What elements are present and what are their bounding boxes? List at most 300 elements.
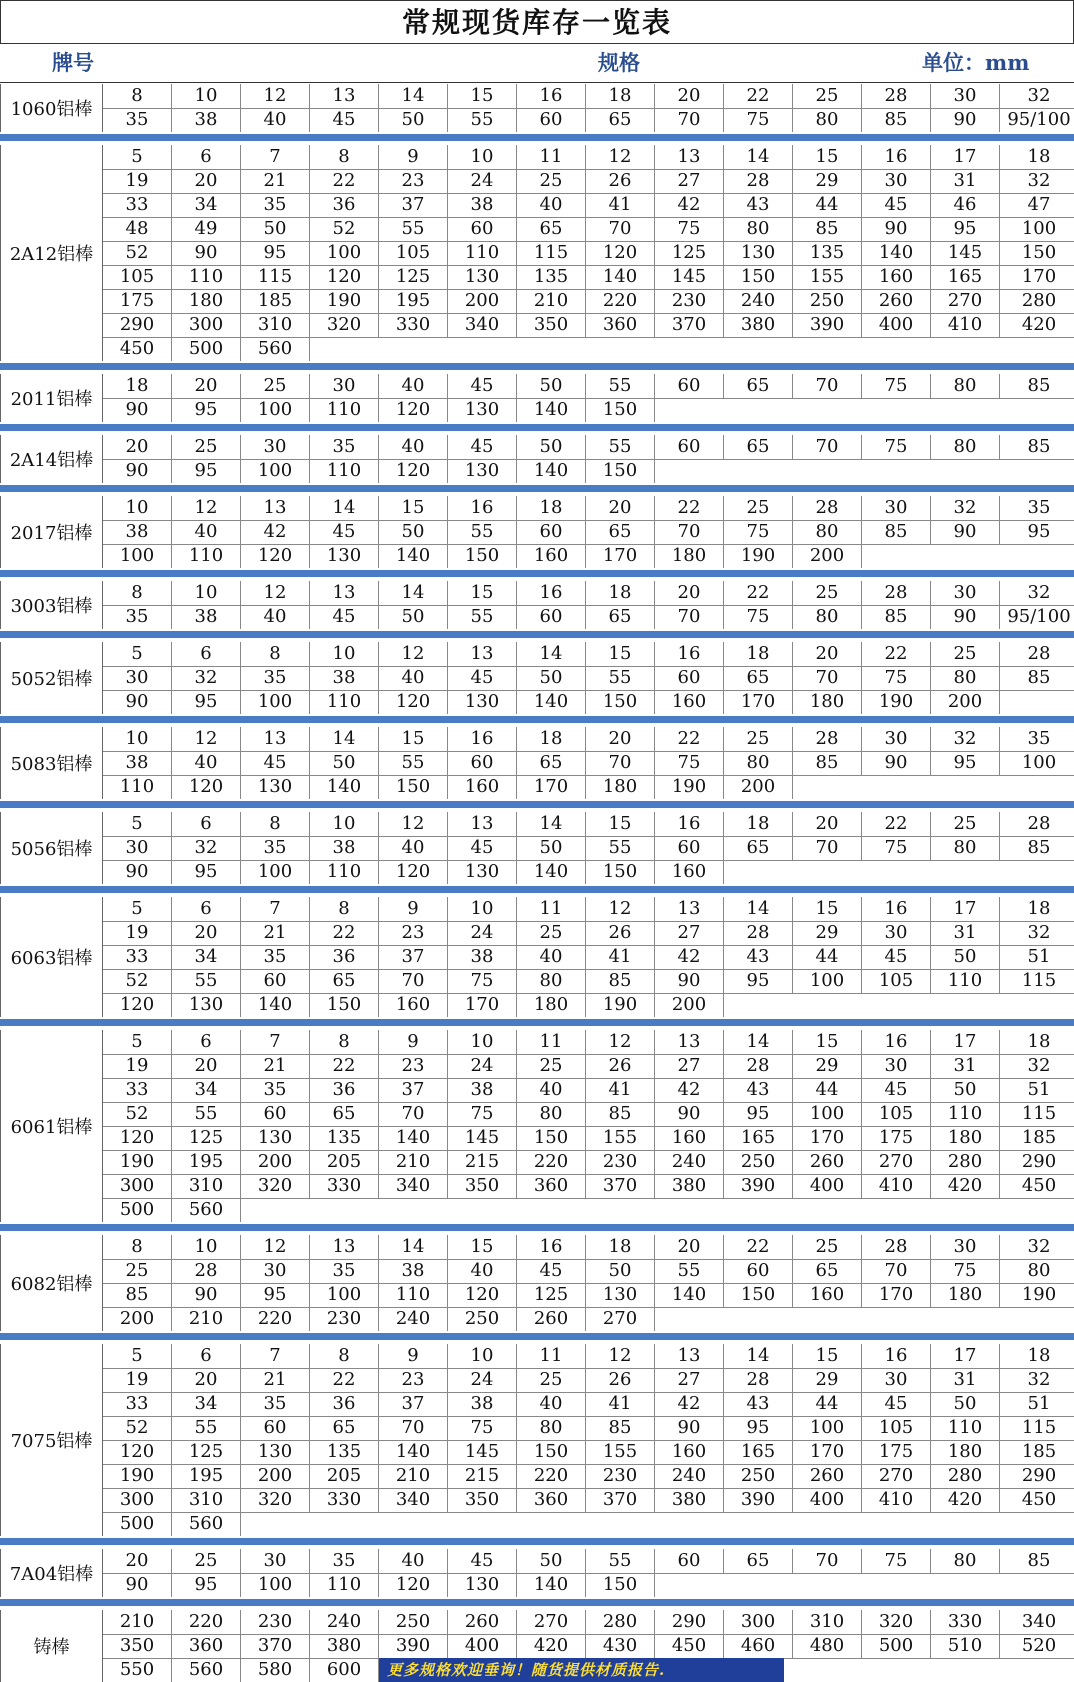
spec-cell: 370 — [241, 1634, 310, 1658]
spec-cell: 80 — [931, 374, 1000, 398]
spec-cell: 20 — [586, 496, 655, 520]
spec-cell: 13 — [655, 145, 724, 169]
spec-cell: 160 — [655, 860, 724, 884]
spec-cell: 130 — [448, 860, 517, 884]
spec-cell: 280 — [586, 1610, 655, 1634]
spec-cell: 65 — [517, 751, 586, 775]
spec-cell: 190 — [655, 775, 724, 799]
spec-cell: 100 — [310, 241, 379, 265]
spec-cell: 65 — [586, 520, 655, 544]
spec-cell: 90 — [931, 605, 1000, 629]
spec-cell: 5 — [103, 1030, 172, 1054]
spec-cell: 240 — [724, 289, 793, 313]
spec-cell: 25 — [793, 1235, 862, 1259]
spec-cell: 22 — [655, 496, 724, 520]
spec-cell: 17 — [931, 145, 1000, 169]
spec-cell: 120 — [103, 1126, 172, 1150]
spec-cell: 95 — [172, 459, 241, 483]
spec-cell: 35 — [1000, 496, 1074, 520]
spec-cell: 30 — [931, 1235, 1000, 1259]
spec-cell: 300 — [103, 1488, 172, 1512]
spec-cell: 85 — [862, 108, 931, 132]
spec-cell: 70 — [379, 1416, 448, 1440]
spec-cell: 270 — [586, 1307, 655, 1331]
spec-cell: 14 — [379, 84, 448, 108]
spec-cell: 17 — [931, 897, 1000, 921]
spec-cell: 18 — [1000, 1030, 1074, 1054]
spec-cell: 160 — [862, 265, 931, 289]
spec-cell: 15 — [448, 84, 517, 108]
spec-cell: 75 — [724, 520, 793, 544]
spec-cell: 55 — [448, 108, 517, 132]
spec-cell: 150 — [310, 993, 379, 1017]
spec-cell: 75 — [448, 1102, 517, 1126]
spec-cell: 43 — [724, 945, 793, 969]
spec-cell: 85 — [1000, 435, 1074, 459]
spec-cell: 10 — [448, 145, 517, 169]
spec-cell: 140 — [379, 1440, 448, 1464]
spec-cell: 75 — [862, 836, 931, 860]
spec-cell: 190 — [586, 993, 655, 1017]
spec-cell: 16 — [517, 581, 586, 605]
spec-cell: 370 — [655, 313, 724, 337]
spec-cell: 22 — [862, 642, 931, 666]
spec-cell: 38 — [172, 605, 241, 629]
brand-name: 2A12铝棒 — [0, 145, 103, 361]
spec-cell: 410 — [862, 1488, 931, 1512]
spec-cell: 40 — [379, 1549, 448, 1573]
spec-cell: 50 — [517, 435, 586, 459]
spec-cell: 200 — [448, 289, 517, 313]
spec-cell: 210 — [103, 1610, 172, 1634]
spec-cell: 22 — [724, 581, 793, 605]
spec-cell: 51 — [1000, 1078, 1074, 1102]
spec-cell: 90 — [172, 241, 241, 265]
spec-cell: 300 — [724, 1610, 793, 1634]
spec-cell: 155 — [586, 1126, 655, 1150]
spec-cell: 150 — [586, 1573, 655, 1597]
spec-cell: 49 — [172, 217, 241, 241]
spec-cell: 60 — [241, 1102, 310, 1126]
spec-cell: 42 — [655, 1078, 724, 1102]
spec-cell: 280 — [1000, 289, 1074, 313]
spec-cell: 32 — [1000, 84, 1074, 108]
spec-cell: 30 — [862, 1368, 931, 1392]
spec-cell: 23 — [379, 1368, 448, 1392]
spec-cell: 12 — [586, 1344, 655, 1368]
spec-cell: 42 — [655, 193, 724, 217]
spec-cell: 130 — [448, 398, 517, 422]
spec-cell: 90 — [103, 459, 172, 483]
spec-cell: 18 — [586, 84, 655, 108]
spec-cell: 500 — [103, 1198, 172, 1222]
spec-cell: 175 — [862, 1440, 931, 1464]
spec-cell: 13 — [655, 1344, 724, 1368]
spec-cell: 30 — [862, 921, 931, 945]
spec-cell: 16 — [448, 727, 517, 751]
spec-cell: 300 — [172, 313, 241, 337]
spec-cell: 32 — [1000, 1368, 1074, 1392]
spec-cell: 20 — [793, 642, 862, 666]
spec-cell: 45 — [448, 1549, 517, 1573]
spec-cell: 110 — [931, 1416, 1000, 1440]
group-separator — [0, 485, 1074, 492]
spec-cell: 16 — [448, 496, 517, 520]
spec-cell: 120 — [379, 398, 448, 422]
spec-cell: 145 — [448, 1440, 517, 1464]
spec-cell: 360 — [586, 313, 655, 337]
spec-cell: 260 — [793, 1464, 862, 1488]
spec-cell: 390 — [793, 313, 862, 337]
spec-cell: 125 — [655, 241, 724, 265]
spec-cell: 15 — [793, 1030, 862, 1054]
spec-cell: 28 — [862, 1235, 931, 1259]
note-banner: 更多规格欢迎垂询！随货提供材质报告. — [379, 1658, 784, 1682]
spec-cell: 45 — [862, 1078, 931, 1102]
spec-cell: 100 — [241, 690, 310, 714]
spec-cell: 95/100 — [1000, 108, 1074, 132]
spec-cell: 270 — [517, 1610, 586, 1634]
spec-cell: 60 — [517, 108, 586, 132]
spec-cell: 110 — [310, 398, 379, 422]
spec-cell: 105 — [862, 969, 931, 993]
spec-cell: 11 — [517, 1344, 586, 1368]
spec-cell: 43 — [724, 193, 793, 217]
spec-cell: 350 — [103, 1634, 172, 1658]
brand-name: 6061铝棒 — [0, 1030, 103, 1222]
spec-cell: 180 — [655, 544, 724, 568]
spec-cell: 250 — [793, 289, 862, 313]
spec-cell: 80 — [724, 751, 793, 775]
row-divider — [103, 1512, 1074, 1513]
spec-cell: 500 — [103, 1512, 172, 1536]
brand-name: 铸棒 — [0, 1610, 103, 1682]
unit-label: 单位：mm — [922, 50, 1030, 75]
spec-cell: 125 — [517, 1283, 586, 1307]
spec-cell: 430 — [586, 1634, 655, 1658]
spec-cell: 14 — [310, 727, 379, 751]
spec-cell: 165 — [724, 1440, 793, 1464]
spec-cell: 31 — [931, 921, 1000, 945]
spec-cell: 20 — [172, 921, 241, 945]
spec-cell: 50 — [517, 666, 586, 690]
spec-cell: 95/100 — [1000, 605, 1074, 629]
spec-cell: 10 — [172, 84, 241, 108]
spec-cell: 25 — [724, 727, 793, 751]
spec-cell: 180 — [931, 1126, 1000, 1150]
spec-cell: 170 — [724, 690, 793, 714]
spec-cell: 55 — [172, 1102, 241, 1126]
spec-cell: 70 — [793, 666, 862, 690]
spec-cell: 42 — [241, 520, 310, 544]
spec-cell: 44 — [793, 1392, 862, 1416]
spec-cell: 80 — [517, 969, 586, 993]
spec-cell: 45 — [448, 435, 517, 459]
spec-cell: 15 — [793, 897, 862, 921]
spec-cell: 25 — [517, 921, 586, 945]
spec-cell: 19 — [103, 1054, 172, 1078]
spec-cell: 90 — [103, 1573, 172, 1597]
spec-cell: 150 — [1000, 241, 1074, 265]
spec-cell: 70 — [586, 751, 655, 775]
spec-cell: 35 — [310, 1259, 379, 1283]
spec-cell: 8 — [103, 581, 172, 605]
spec-cell: 17 — [931, 1030, 1000, 1054]
spec-cell: 320 — [241, 1174, 310, 1198]
spec-cell: 14 — [724, 1344, 793, 1368]
spec-cell: 450 — [1000, 1174, 1074, 1198]
spec-cell: 60 — [724, 1259, 793, 1283]
spec-cell: 95 — [724, 1102, 793, 1126]
spec-cell: 70 — [655, 108, 724, 132]
spec-cell: 560 — [172, 1198, 241, 1222]
spec-cell: 560 — [172, 1512, 241, 1536]
spec-cell: 14 — [724, 897, 793, 921]
spec-cell: 13 — [241, 727, 310, 751]
spec-cell: 115 — [241, 265, 310, 289]
spec-cell: 75 — [655, 751, 724, 775]
spec-cell: 24 — [448, 169, 517, 193]
spec-cell: 340 — [448, 313, 517, 337]
spec-cell: 38 — [172, 108, 241, 132]
spec-cell: 65 — [724, 374, 793, 398]
spec-cell: 29 — [793, 1368, 862, 1392]
spec-cell: 480 — [793, 1634, 862, 1658]
spec-cell: 32 — [1000, 1054, 1074, 1078]
spec-cell: 10 — [448, 897, 517, 921]
spec-cell: 90 — [655, 1416, 724, 1440]
spec-cell: 34 — [172, 945, 241, 969]
spec-cell: 190 — [1000, 1283, 1074, 1307]
spec-cell: 165 — [724, 1126, 793, 1150]
spec-cell: 15 — [448, 1235, 517, 1259]
spec-cell: 280 — [931, 1464, 1000, 1488]
spec-cell: 110 — [448, 241, 517, 265]
spec-cell: 420 — [931, 1174, 1000, 1198]
spec-cell: 220 — [241, 1307, 310, 1331]
spec-cell: 35 — [1000, 727, 1074, 751]
spec-cell: 52 — [310, 217, 379, 241]
spec-cell: 380 — [655, 1174, 724, 1198]
spec-cell: 110 — [310, 690, 379, 714]
group-separator — [0, 570, 1074, 577]
spec-cell: 44 — [793, 945, 862, 969]
spec-cell: 370 — [586, 1488, 655, 1512]
spec-cell: 10 — [310, 642, 379, 666]
spec-cell: 205 — [310, 1150, 379, 1174]
spec-cell: 380 — [310, 1634, 379, 1658]
spec-cell: 240 — [655, 1150, 724, 1174]
spec-cell: 45 — [862, 945, 931, 969]
spec-cell: 160 — [655, 1126, 724, 1150]
spec-cell: 85 — [862, 520, 931, 544]
spec-cell: 14 — [379, 1235, 448, 1259]
spec-cell: 20 — [655, 1235, 724, 1259]
spec-cell: 28 — [862, 581, 931, 605]
spec-cell: 10 — [103, 496, 172, 520]
spec-cell: 180 — [172, 289, 241, 313]
spec-cell: 520 — [1000, 1634, 1074, 1658]
spec-cell: 215 — [448, 1150, 517, 1174]
spec-cell: 18 — [1000, 897, 1074, 921]
spec-cell: 38 — [448, 1392, 517, 1416]
spec-cell: 22 — [310, 169, 379, 193]
spec-cell: 40 — [517, 1392, 586, 1416]
spec-cell: 270 — [862, 1464, 931, 1488]
spec-cell: 25 — [172, 1549, 241, 1573]
spec-cell: 33 — [103, 1078, 172, 1102]
spec-cell: 8 — [310, 1344, 379, 1368]
spec-cell: 155 — [586, 1440, 655, 1464]
spec-cell: 37 — [379, 1392, 448, 1416]
spec-cell: 170 — [862, 1283, 931, 1307]
spec-cell: 95 — [1000, 520, 1074, 544]
spec-cell: 170 — [448, 993, 517, 1017]
spec-cell: 12 — [241, 84, 310, 108]
spec-cell: 42 — [655, 945, 724, 969]
spec-cell: 100 — [103, 544, 172, 568]
spec-cell: 80 — [724, 217, 793, 241]
spec-cell: 70 — [655, 520, 724, 544]
spec-column-header: 规格 — [598, 50, 640, 75]
spec-cell: 18 — [517, 496, 586, 520]
spec-cell: 230 — [586, 1464, 655, 1488]
spec-cell: 185 — [1000, 1126, 1074, 1150]
spec-cell: 16 — [655, 812, 724, 836]
spec-cell: 220 — [517, 1464, 586, 1488]
spec-cell: 150 — [724, 265, 793, 289]
spec-cell: 85 — [862, 605, 931, 629]
spec-cell: 38 — [310, 666, 379, 690]
spec-cell: 100 — [310, 1283, 379, 1307]
spec-cell: 12 — [379, 642, 448, 666]
spec-cell: 140 — [862, 241, 931, 265]
spec-cell: 290 — [655, 1610, 724, 1634]
spec-cell: 40 — [379, 836, 448, 860]
spec-cell: 310 — [793, 1610, 862, 1634]
spec-cell: 210 — [517, 289, 586, 313]
spec-cell: 36 — [310, 1078, 379, 1102]
spec-cell: 75 — [862, 1549, 931, 1573]
spec-cell: 8 — [241, 812, 310, 836]
spec-cell: 140 — [379, 544, 448, 568]
spec-cell: 70 — [655, 605, 724, 629]
spec-cell: 100 — [1000, 217, 1074, 241]
spec-cell: 160 — [655, 690, 724, 714]
spec-cell: 10 — [172, 581, 241, 605]
spec-cell: 35 — [241, 1078, 310, 1102]
spec-cell: 95 — [172, 1573, 241, 1597]
spec-cell: 13 — [655, 1030, 724, 1054]
spec-cell: 130 — [724, 241, 793, 265]
brand-name: 2017铝棒 — [0, 496, 103, 568]
spec-cell: 35 — [103, 108, 172, 132]
spec-cell: 6 — [172, 1344, 241, 1368]
spec-cell: 60 — [655, 374, 724, 398]
spec-cell: 16 — [655, 642, 724, 666]
spec-cell: 75 — [448, 969, 517, 993]
spec-cell: 20 — [655, 84, 724, 108]
spec-cell: 35 — [241, 945, 310, 969]
spec-cell: 80 — [793, 605, 862, 629]
spec-cell: 195 — [172, 1150, 241, 1174]
spec-cell: 20 — [793, 812, 862, 836]
spec-cell: 410 — [931, 313, 1000, 337]
spec-cell: 75 — [862, 666, 931, 690]
spec-cell: 13 — [310, 581, 379, 605]
spec-cell: 85 — [103, 1283, 172, 1307]
spec-cell: 25 — [517, 1368, 586, 1392]
spec-cell: 135 — [793, 241, 862, 265]
spec-cell: 55 — [586, 435, 655, 459]
spec-cell: 195 — [172, 1464, 241, 1488]
spec-cell: 70 — [793, 836, 862, 860]
spec-cell: 26 — [586, 1054, 655, 1078]
spec-cell: 105 — [103, 265, 172, 289]
spec-cell: 85 — [1000, 1549, 1074, 1573]
spec-cell: 5 — [103, 897, 172, 921]
spec-cell: 50 — [931, 1392, 1000, 1416]
spec-cell: 19 — [103, 921, 172, 945]
spec-cell: 28 — [793, 727, 862, 751]
spec-cell: 85 — [586, 1102, 655, 1126]
spec-cell: 150 — [586, 690, 655, 714]
spec-cell: 33 — [103, 1392, 172, 1416]
spec-cell: 350 — [448, 1488, 517, 1512]
spec-cell: 7 — [241, 1344, 310, 1368]
spec-cell: 120 — [448, 1283, 517, 1307]
spec-cell: 75 — [724, 108, 793, 132]
spec-cell: 40 — [517, 945, 586, 969]
spec-cell: 155 — [793, 265, 862, 289]
spec-cell: 500 — [862, 1634, 931, 1658]
spec-cell: 16 — [862, 1344, 931, 1368]
spec-cell: 65 — [724, 435, 793, 459]
spec-cell: 14 — [517, 812, 586, 836]
spec-cell: 200 — [103, 1307, 172, 1331]
spec-cell: 360 — [172, 1634, 241, 1658]
spec-cell: 60 — [655, 435, 724, 459]
spec-cell: 90 — [103, 860, 172, 884]
spec-cell: 230 — [655, 289, 724, 313]
spec-cell: 40 — [517, 193, 586, 217]
spec-cell: 7 — [241, 897, 310, 921]
spec-cell: 51 — [1000, 945, 1074, 969]
spec-cell: 41 — [586, 1078, 655, 1102]
spec-cell: 40 — [172, 751, 241, 775]
spec-cell: 50 — [586, 1259, 655, 1283]
spec-cell: 135 — [517, 265, 586, 289]
spec-cell: 60 — [655, 836, 724, 860]
spec-cell: 80 — [931, 1549, 1000, 1573]
spec-cell: 95 — [172, 860, 241, 884]
spec-cell: 50 — [517, 1549, 586, 1573]
spec-cell: 450 — [103, 337, 172, 361]
spec-cell: 10 — [172, 1235, 241, 1259]
spec-cell: 420 — [517, 1634, 586, 1658]
brand-name: 5056铝棒 — [0, 812, 103, 884]
spec-cell: 140 — [517, 459, 586, 483]
spec-cell: 60 — [655, 1549, 724, 1573]
spec-cell: 410 — [862, 1174, 931, 1198]
spec-cell: 250 — [724, 1464, 793, 1488]
spec-cell: 38 — [448, 1078, 517, 1102]
spec-cell: 150 — [517, 1440, 586, 1464]
spec-cell: 400 — [448, 1634, 517, 1658]
spec-cell: 41 — [586, 1392, 655, 1416]
spec-cell: 25 — [172, 435, 241, 459]
spec-cell: 16 — [862, 897, 931, 921]
